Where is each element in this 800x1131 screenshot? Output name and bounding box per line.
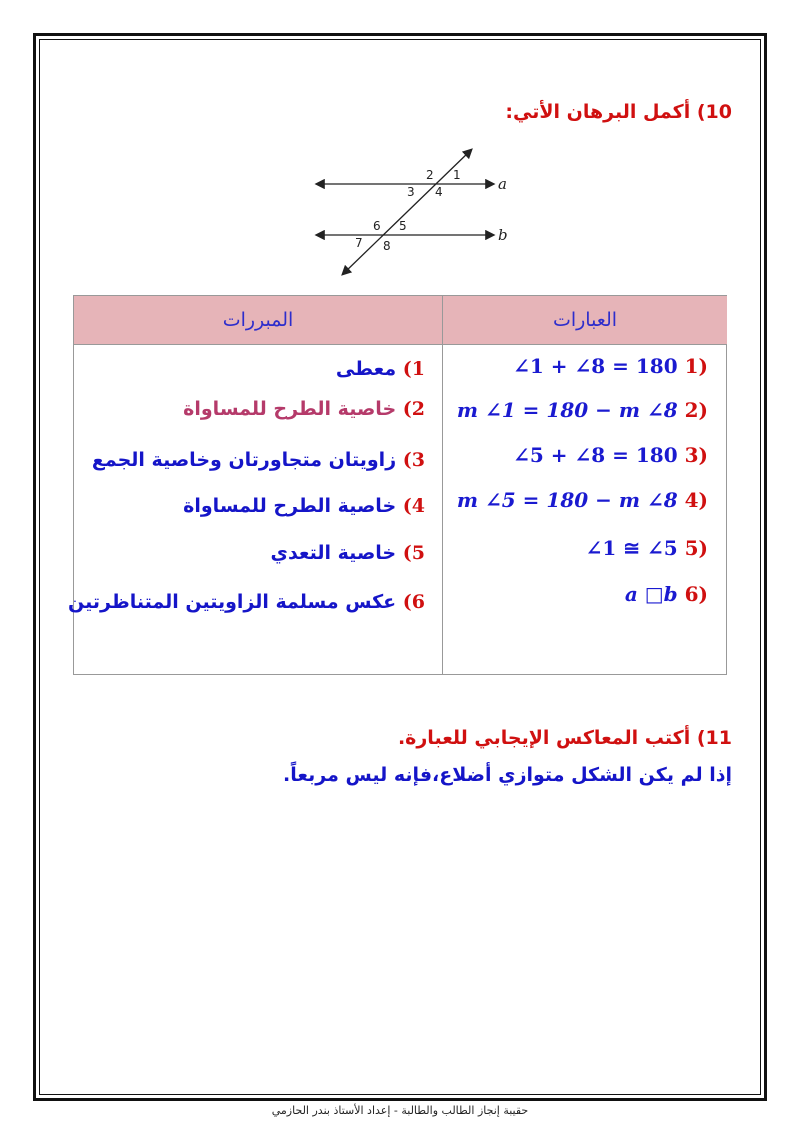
reason-number: 5): [402, 542, 425, 564]
reason-row-1: [336, 358, 425, 380]
angle-label-1: 1: [453, 168, 461, 182]
parallel-lines-figure: [305, 146, 515, 278]
statement-row-1: [513, 354, 708, 378]
statement-math: ∠5 + ∠8 = 180: [513, 443, 678, 467]
statement-row-5: [586, 536, 708, 560]
question-11-statement: إذا لم يكن الشكل متوازي أضلاع،فإنه ليس مربعاً.: [283, 764, 732, 786]
page-footer: حقيبة إنجاز الطالب والطالبة - إعداد الأستاذ بندر الحازمي: [271, 1104, 529, 1117]
statement-math: ∠1 ≅ ∠5: [585, 536, 678, 560]
statement-number: (4: [684, 488, 708, 512]
statement-number: (3: [684, 443, 708, 467]
statement-number: (6: [684, 582, 708, 606]
question-10-number: 10): [696, 101, 732, 123]
reason-text: خاصية التعدي: [270, 542, 397, 564]
reason-row-2: [183, 398, 425, 420]
statement-number: (1: [684, 354, 708, 378]
angle-label-4: 4: [435, 185, 443, 199]
statement-math: m ∠5 = 180 − m ∠8: [456, 488, 678, 512]
header-statements: العبارات: [443, 296, 727, 344]
angle-label-8: 8: [383, 239, 391, 253]
statement-row-6: [625, 582, 708, 606]
reason-row-3: [92, 449, 425, 471]
reason-text: عكس مسلمة الزاويتين المتناظرتين: [68, 591, 397, 613]
statement-math: m ∠1 = 180 − m ∠8: [456, 398, 678, 422]
reason-row-4: [183, 495, 425, 517]
angle-label-7: 7: [355, 236, 363, 250]
reason-text: زاويتان متجاورتان وخاصية الجمع: [91, 449, 397, 471]
statement-math: ∠1 + ∠8 = 180: [513, 354, 678, 378]
reason-row-5: [271, 542, 425, 564]
reason-number: 2): [402, 398, 425, 420]
reason-text: خاصية الطرح للمساواة: [183, 398, 397, 420]
angle-label-2: 2: [426, 168, 434, 182]
statement-row-2: [457, 398, 708, 422]
transversal: [343, 150, 471, 274]
statement-row-3: [513, 443, 708, 467]
reason-number: 6): [402, 591, 425, 613]
reason-text: معطى: [335, 358, 397, 380]
header-divider: [74, 344, 726, 345]
reason-row-6: [68, 591, 425, 613]
statement-row-4: [457, 488, 708, 512]
statement-math: a □b: [624, 582, 678, 606]
proof-table: [68, 295, 727, 675]
column-divider: [442, 296, 443, 674]
reason-text: خاصية الطرح للمساواة: [183, 495, 397, 517]
statement-number: (5: [684, 536, 708, 560]
question-10-text: أكمل البرهان الأتي:: [505, 101, 691, 123]
angle-label-3: 3: [407, 185, 415, 199]
question-11-title: [398, 727, 732, 749]
statement-number: (2: [684, 398, 708, 422]
reason-number: 1): [402, 358, 425, 380]
line-label-a: a: [498, 175, 507, 193]
header-reasons: المبررات: [74, 296, 442, 344]
reason-number: 4): [402, 495, 425, 517]
question-10-title: [505, 101, 732, 123]
angle-label-5: 5: [399, 219, 407, 233]
line-label-b: b: [498, 226, 508, 244]
angle-label-6: 6: [373, 219, 381, 233]
reason-number: 3): [402, 449, 425, 471]
question-11-text: أكتب المعاكس الإيجابي للعبارة.: [397, 727, 691, 749]
question-11-number: 11): [696, 727, 732, 749]
